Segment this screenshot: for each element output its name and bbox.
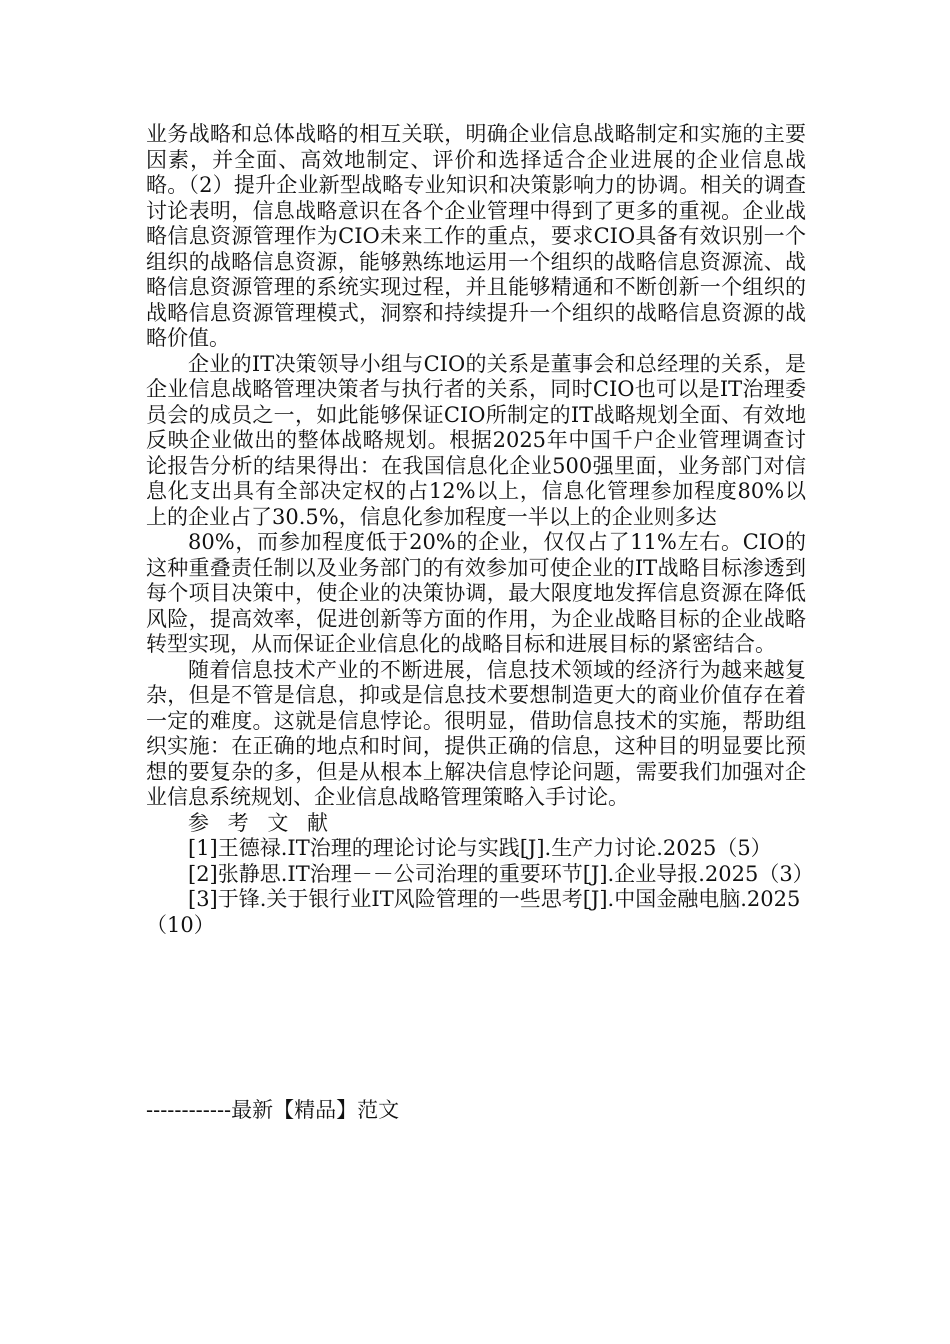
reference-item-1: [1]王德禄.IT治理的理论讨论与实践[J].生产力讨论.2025（5） (188, 836, 772, 860)
paragraph-2: 企业的IT决策领导小组与CIO的关系是董事会和总经理的关系，是企业信息战略管理决策者与执行者的关系，同时CIO也可以是IT治理委员会的成员之一，如此能够保证CIO所制定的IT战略规划全面、有效地反映企业做出的整体战略规划。根据2025年中国千户企业管理调查讨论报告分析的结果得出：在我国信息化企业500强里面，业务部门对信息化支出具有全部决定权的占12%以上，信息化管理参加程度80%以上的企业占了30.5%，信息化参加程度一半以上的企业则多达 (146, 351, 806, 529)
reference-item-2: [2]张静思.IT治理－－公司治理的重要环节[J].企业导报.2025（3） (188, 861, 814, 886)
document-body (146, 122, 814, 938)
paragraph-3: 80%，而参加程度低于20%的企业，仅仅占了11%左右。CIO的这种重叠责任制以及业务部门的有效参加可使企业的IT战略目标渗透到每个项目决策中，使企业的决策协调，最大限度地发挥信息资源在降低风险，提高效率，促进创新等方面的作用，为企业战略目标的企业战略转型实现，从而保证企业信息化的战略目标和进展目标的紧密结合。 (146, 530, 806, 656)
paragraph-1: 业务战略和总体战略的相互关联，明确企业信息战略制定和实施的主要因素，并全面、高效地制定、评价和选择适合企业进展的企业信息战略。（2）提升企业新型战略专业知识和决策影响力的协调。相关的调查讨论表明，信息战略意识在各个企业管理中得到了更多的重视。企业战略信息资源管理作为CIO未来工作的重点，要求CIO具备有效识别一个组织的战略信息资源，能够熟练地运用一个组织的战略信息资源流、战略信息资源管理的系统实现过程，并且能够精通和不断创新一个组织的战略信息资源管理模式，洞察和持续提升一个组织的战略信息资源的战略价值。 (146, 122, 806, 350)
footer-text: ------------最新【精品】范文 (146, 1098, 400, 1122)
references-heading: 参 考 文 献 (188, 810, 335, 835)
reference-item-3: [3]于锋.关于银行业IT风险管理的一些思考[J].中国金融电脑.2025（10） (146, 887, 801, 937)
paragraph-4: 随着信息技术产业的不断进展，信息技术领域的经济行为越来越复杂，但是不管是信息，抑或是信息技术要想制造更大的商业价值存在着一定的难度。这就是信息悖论。很明显，借助信息技术的实施，帮助组织实施：在正确的地点和时间，提供正确的信息，这种目的明显要比预想的要复杂的多，但是从根本上解决信息悖论问题，需要我们加强对企业信息系统规划、企业信息战略管理策略入手讨论。 (146, 657, 806, 809)
